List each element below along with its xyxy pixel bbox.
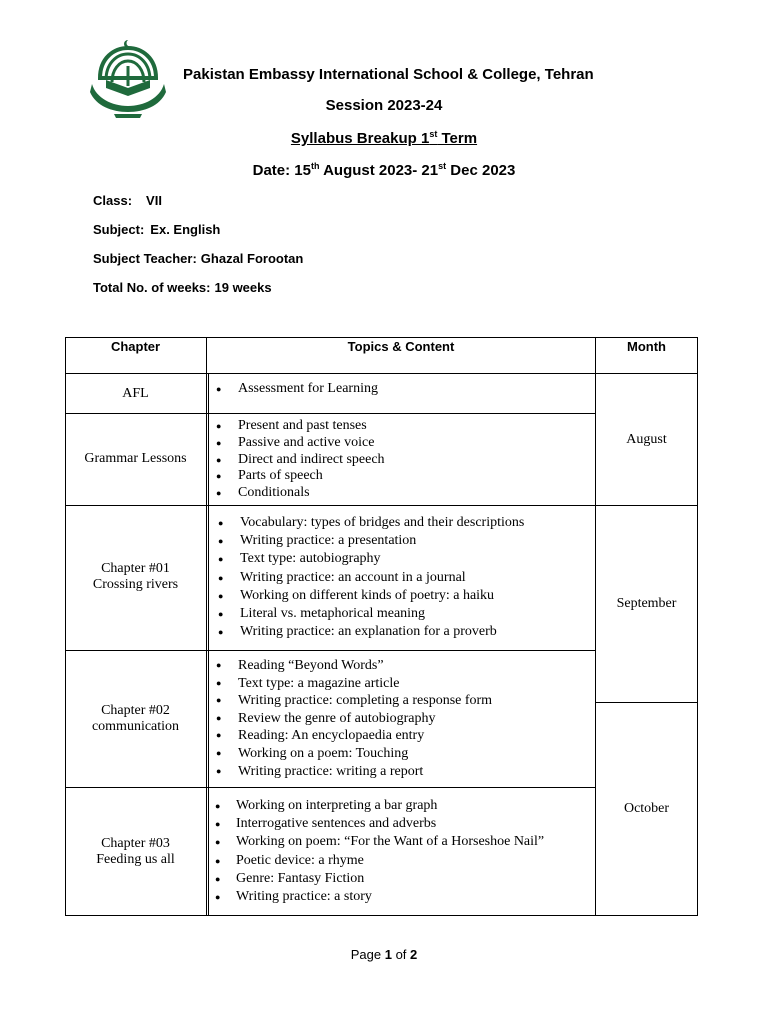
page-total: 2 <box>410 947 418 962</box>
syllabus-title-suffix: Term <box>437 130 478 147</box>
date-mid: August 2023- 21 <box>319 162 439 179</box>
weeks-line <box>93 280 272 295</box>
list-item: ● Interrogative sentences and adverbs <box>212 815 544 833</box>
header-topics: Topics & Content <box>347 339 455 354</box>
list-item: ● Writing practice: completing a response form <box>213 692 492 710</box>
topics-list-chapter-02 <box>213 657 492 780</box>
list-item: ● Passive and active voice <box>213 435 385 452</box>
header-chapter: Chapter <box>110 339 161 354</box>
chapter-line: Grammar Lessons <box>84 451 187 466</box>
list-item: ● Reading: An encyclopaedia entry <box>213 727 492 745</box>
chapter-line: Crossing rivers <box>92 577 179 592</box>
topics-list-chapter-01 <box>215 514 524 641</box>
syllabus-title-main: Syllabus Breakup 1 <box>290 130 430 147</box>
list-item: ● Writing practice: writing a report <box>213 763 492 781</box>
table-border <box>65 787 596 788</box>
teacher-value: Ghazal Forootan <box>200 251 304 266</box>
table-border <box>65 373 698 374</box>
subject-line <box>93 222 220 237</box>
session-title: Session 2023-24 <box>325 97 443 114</box>
school-name: Pakistan Embassy International School & College, Tehran <box>183 66 594 83</box>
page-of: of <box>391 947 411 962</box>
date-sup-start: th <box>310 161 320 171</box>
month-august: August <box>626 432 667 447</box>
list-item: ● Poetic device: a rhyme <box>212 852 544 870</box>
class-label: Class: <box>93 193 133 208</box>
chapter-line: Chapter #03 <box>101 836 170 851</box>
list-item: ● Reading “Beyond Words” <box>213 657 492 675</box>
table-border <box>65 505 698 506</box>
chapter-cell-02 <box>65 703 206 735</box>
chapter-line: Chapter #01 <box>101 561 170 576</box>
list-item: ● Writing practice: an account in a journal <box>215 569 524 587</box>
chapter-cell-afl <box>65 386 206 402</box>
list-item: ● Working on different kinds of poetry: a haiku <box>215 587 524 605</box>
chapter-cell-01 <box>65 561 206 593</box>
list-item: ● Assessment for Learning <box>213 381 378 397</box>
list-item: ● Working on poem: “For the Want of a Horseshoe Nail” <box>212 833 544 851</box>
list-item: ● Direct and indirect speech <box>213 452 385 469</box>
table-border <box>208 373 209 916</box>
list-item: ● Literal vs. metaphorical meaning <box>215 605 524 623</box>
subject-label: Subject: <box>93 222 145 237</box>
table-border <box>65 413 596 414</box>
page-prefix: Page <box>350 947 385 962</box>
table-border <box>65 337 66 916</box>
syllabus-title <box>0 130 768 147</box>
chapter-cell-03 <box>65 836 206 868</box>
topics-list-chapter-03 <box>212 797 544 906</box>
list-item: ● Working on interpreting a bar graph <box>212 797 544 815</box>
chapter-line: Feeding us all <box>96 852 175 867</box>
header-month: Month <box>627 339 666 354</box>
class-value: VII <box>146 193 162 208</box>
list-item: ● Text type: autobiography <box>215 550 524 568</box>
chapter-cell-grammar <box>65 451 206 467</box>
list-item: ● Working on a poem: Touching <box>213 745 492 763</box>
weeks-value: 19 weeks <box>214 280 272 295</box>
list-item: ● Writing practice: a presentation <box>215 532 524 550</box>
table-border <box>697 337 698 916</box>
topics-list-grammar <box>213 418 385 502</box>
weeks-label: Total No. of weeks: <box>93 280 211 295</box>
teacher-label: Subject Teacher: <box>93 251 197 266</box>
table-border <box>596 702 698 703</box>
class-line <box>93 193 162 208</box>
table-border <box>206 337 207 916</box>
date-sup-end: st <box>438 161 447 171</box>
date-prefix: Date: 15 <box>252 162 311 179</box>
month-september: September <box>616 596 677 611</box>
list-item: ● Writing practice: an explanation for a proverb <box>215 623 524 641</box>
chapter-line: communication <box>91 719 180 734</box>
table-border <box>595 337 596 916</box>
subject-value: Ex. English <box>150 222 221 237</box>
date-suffix: Dec 2023 <box>446 162 516 179</box>
syllabus-title-sup: st <box>429 129 438 139</box>
list-item: ● Review the genre of autobiography <box>213 710 492 728</box>
month-october: October <box>623 801 670 816</box>
page-current: 1 <box>384 947 392 962</box>
page-number <box>0 947 768 962</box>
list-item: ● Text type: a magazine article <box>213 675 492 693</box>
chapter-line: AFL <box>122 386 149 401</box>
list-item: ● Present and past tenses <box>213 418 385 435</box>
date-range <box>0 162 768 179</box>
list-item: ● Writing practice: a story <box>212 888 544 906</box>
list-item: ● Conditionals <box>213 485 385 502</box>
table-border <box>65 915 698 916</box>
list-item: ● Genre: Fantasy Fiction <box>212 870 544 888</box>
list-item: ● Parts of speech <box>213 468 385 485</box>
list-item: ● Vocabulary: types of bridges and their descriptions <box>215 514 524 532</box>
table-border <box>65 337 698 338</box>
topics-list-afl <box>213 381 378 397</box>
table-border <box>65 650 596 651</box>
chapter-line: Chapter #02 <box>101 703 170 718</box>
teacher-line <box>93 251 303 266</box>
